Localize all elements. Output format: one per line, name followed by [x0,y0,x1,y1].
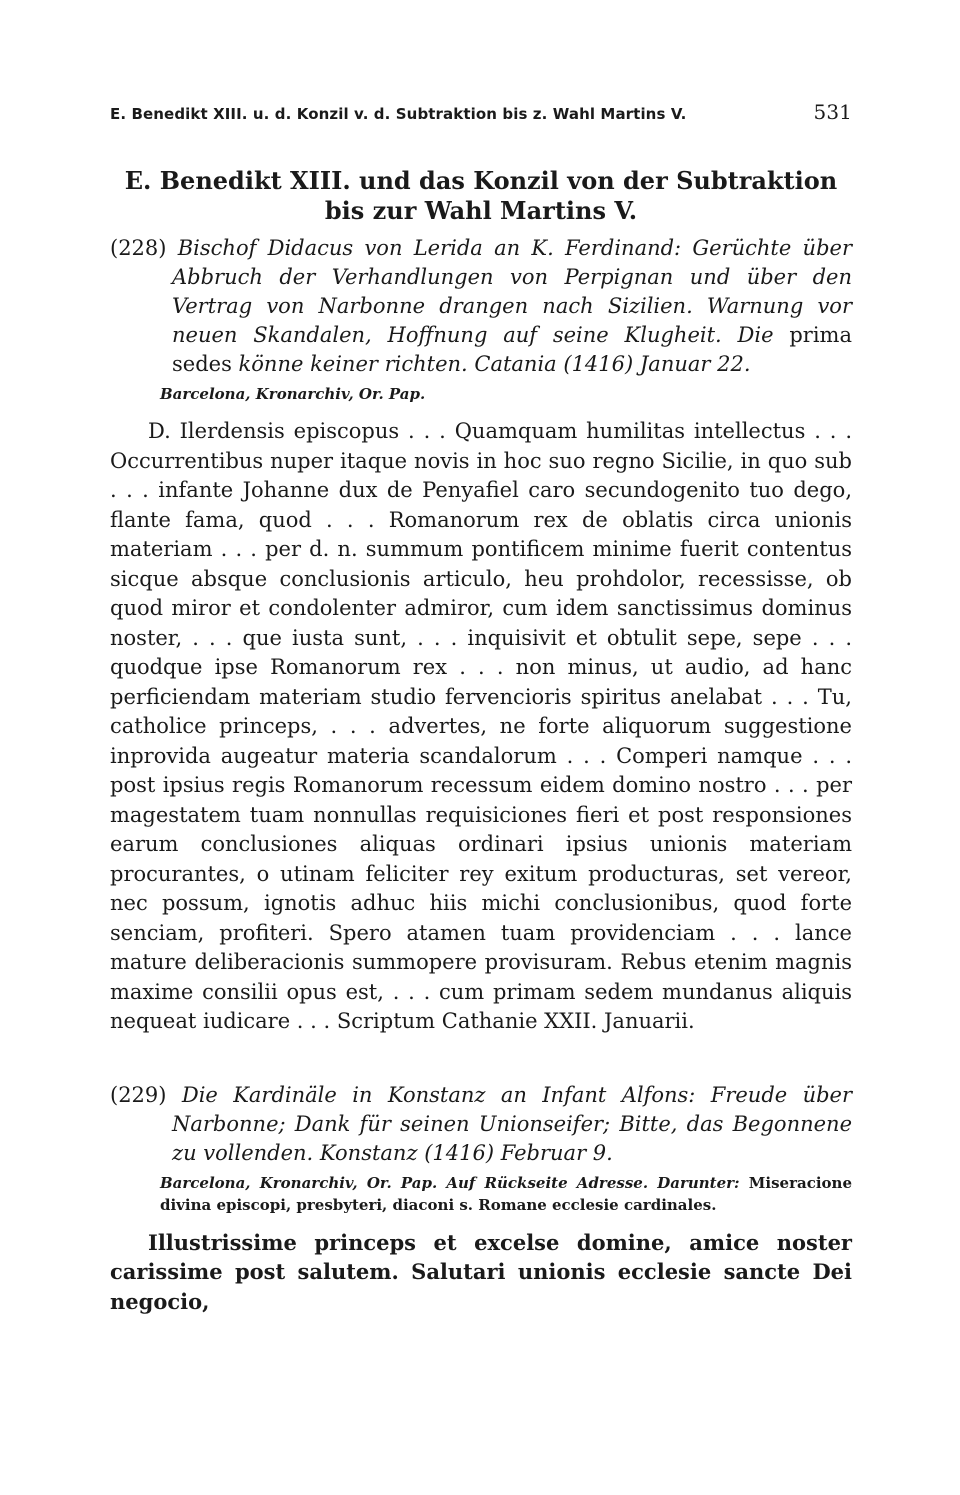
entry-229-source-italic: Barcelona, Kronarchiv, Or. Pap. Auf Rückseite Adresse. Darunter: [160,1173,740,1192]
running-head-title: E. Benedikt XIII. u. d. Konzil v. d. Subtraktion bis z. Wahl Martins V. [110,105,687,123]
entry-228-source: Barcelona, Kronarchiv, Or. Pap. [160,385,426,403]
entry-228-text: D. Ilerdensis episcopus . . . Quamquam humilitas intellectus . . . Occurrentibus nuper itaque novis in hoc suo regno Sicilie, in quo sub . . . infante Johanne dux de Penyafiel caro secundogenito tuo dego, flante fama, quod . . . Romanorum rex de oblatis circa unionis materiam . . . per d. n. summum pontificem minime fuerit contentus sicque absque conclusionis articulo, heu prohdolor, recessisse, ob quod miror et condolenter admiror, cum idem sanctissimus dominus noster, . . . que iusta sunt, . . . inquisivit et obtulit sepe, sepe . . . quodque ipse Romanorum rex . . . non minus, ut audio, ad hanc perficiendam materiam studio fervencioris spiritus anelabat . . . Tu, catholice princeps, . . . advertes, ne forte aliquorum suggestione inprovida augeatur materia scandalorum . . . Comperi namque . . . post ipsius regis Romanorum recessum eidem domino nostro . . . per magestatem tuam nonnullas requisiciones fieri et post responsiones earum conclusiones aliquas ordinari ipsius unionis materiam procurantes, o utinam feliciter rey exitum producturas, set vereor, nec possum, ignotis adhuc hiis michi conclusionibus, quod forte senciam, profiteri. Spero atamen tuam providenciam . . . lance mature deliberacionis summopere provisuram. Rebus etenim magnis maxime consilii opus est, . . . cum primam sedem mundanus aliquis nequeat iudicare . . . Scriptum Cathanie XXII. Januarii. [110,419,852,1033]
entry-228-heading [110,234,852,379]
entry-228-heading-part-1: Bischof Didacus von Lerida an K. Ferdinand: Gerüchte über Abbruch der Verhandlungen von Perpignan und über den Vertrag von Narbonne drangen nach Sizilien. Warnung vor neuen Skandalen, Hoffnung auf seine Klugheit. Die [172,236,852,347]
entry-229-source [110,1172,852,1216]
entry-229-text: Illustrissime princeps et excelse domine, amice noster carissime post salutem. Salutari unionis ecclesie sancte Dei negocio, [110,1229,852,1314]
entry-228-number: (228) [110,236,167,260]
entry-separator [110,1037,852,1073]
page-number: 531 [813,100,852,124]
entry-228-heading-part-2: könne keiner richten. Catania (1416) Januar 22. [238,352,751,376]
section-title [110,166,852,226]
entry-229-heading [110,1081,852,1168]
running-head [110,100,852,132]
entry-229-number: (229) [110,1082,167,1107]
section-title-line-2: bis zur Wahl Martins V. [324,196,638,225]
entry-229-source-roman: Miseracione divina episcopi, presbyteri, diaconi s. Romane ecclesie cardinales. [160,1173,852,1214]
entry-228-heading-roman: prima sedes [172,323,852,376]
section-title-line-1: E. Benedikt XIII. und das Konzil von der Subtraktion [124,166,838,195]
page [110,100,852,1316]
entry-229-heading-text: Die Kardinäle in Konstanz an Infant Alfons: Freude über Narbonne; Dank für seinen Unionseifer; Bitte, das Begonnene zu vollenden. Konstanz (1416) Februar 9. [172,1082,852,1165]
